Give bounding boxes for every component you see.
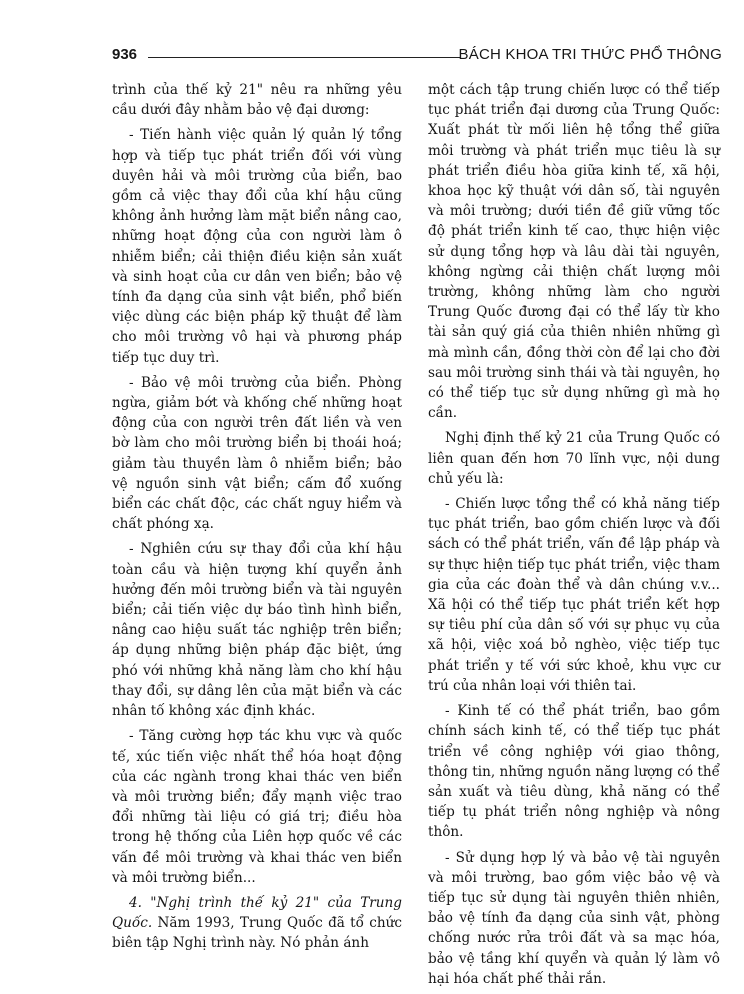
paragraph: Nghị định thế kỷ 21 của Trung Quốc có liên quan đến hơn 70 lĩnh vực, nội dung chủ yếu là: [428,430,720,487]
paragraph: trình của thế kỷ 21" nêu ra những yêu cầu dưới đây nhằm bảo vệ đại dương: [112,82,402,119]
paragraph: - Nghiên cứu sự thay đổi của khí hậu toàn cầu và hiện tượng khí quyển ảnh hưởng đến môi trường biển và tài nguyên biển; cải tiến việc dự báo tình hình biển, nâng cao hiệu suất tác nghiệp trên biển; áp dụng những biện pháp đặc biệt, ứng phó với những khả năng làm cho khí hậu thay đổi, sự dâng lên của mặt biển và các nhân tố không xác định khác. [112,541,402,720]
paragraph: - Bảo vệ môi trường của biển. Phòng ngừa, giảm bớt và khống chế những hoạt động của con người trên đất liền và ven bờ làm cho môi trường biển bị thoái hoá; giảm tàu thuyền làm ô nhiễm biển; bảo vệ nguồn sinh vật biển; cấm đổ xuống biển các chất độc, các chất nguy hiểm và chất phóng xạ. [112,374,402,533]
paragraph: - Sử dụng hợp lý và bảo vệ tài nguyên và môi trường, bao gồm việc bảo vệ và tiếp tục sử dụng tài nguyên thiên nhiên, bảo vệ tính đa dạng của sinh vật, phòng chống nước rửa trôi đất và sa mạc hóa, bảo vệ tầng khí quyển và quản lý làm vô hại hóa chất phế thải rắn. [428,849,720,987]
paragraph: - Kinh tế có thể phát triển, bao gồm chính sách kinh tế, có thể tiếp tục phát triển về công nghiệp với giao thông, thông tin, những nguồn năng lượng có thể sản xuất và tiêu dùng, khả năng có thể tiếp tụ phát triển nông nghiệp và nông thôn. [428,703,720,841]
section-paragraph [112,893,402,954]
page-number: 936 [112,46,138,63]
paragraph: - Tiến hành việc quản lý quản lý tổng hợp và tiếp tục phát triển đối với vùng duyên hải và môi trường của biển, bao gồm cả việc thay đổi của khí hậu cũng không ảnh hưởng làm mặt biển nâng cao, những hoạt động của con người làm ô nhiễm biển; cải thiện điều kiện sản xuất và sinh hoạt của cư dân ven biển; bảo vệ tính đa dạng của sinh vật biển, phổ biến việc dùng các biện pháp kỹ thuật để làm cho môi trường vô hại và phương pháp tiếp tục duy trì. [112,127,402,366]
paragraph: - Tăng cường hợp tác khu vực và quốc tế, xúc tiến việc nhất thể hóa hoạt động của các ngành trong khai thác ven biển và môi trường biển; đẩy mạnh việc trao đổi những tài liệu có giá trị; điều hòa trong hệ thống của Liên hợp quốc về các vấn đề môi trường và khai thác ven biển và môi trường biển... [112,728,402,886]
section-heading: 4. "Nghị trình thế kỷ 21" của Trung Quốc. [112,894,402,932]
header-rule [148,57,460,58]
page-header [112,44,722,68]
right-column [428,80,720,994]
paragraph: - Chiến lược tổng thể có khả năng tiếp tục phát triển, bao gồm chiến lược và đối sách có thể phát triển, vấn đề lập pháp và sự thực hiện tiếp tục phát triển, việc tham gia của các đoàn thể và dân chúng v.v... Xã hội có thể tiếp tục phát triển kết hợp sự tiêu phí của dân số với sự phục vụ của xã hội, việc xoá bỏ nghèo, việc tiếp tục phát triển y tế với sức khoẻ, khu vực cư trú của nhân loại với thiên tai. [428,496,720,694]
paragraph-text: Năm 1993, Trung Quốc đã tổ chức biên tập Nghị trình này. Nó phản ánh [112,915,402,952]
left-column [112,80,402,959]
paragraph: một cách tập trung chiến lược có thể tiếp tục phát triển đại dương của Trung Quốc: Xuất phát từ mối liên hệ tổng thể giữa môi trường và phát triển mục tiêu là sự phát triển điều hòa giữa kinh tế, xã hội, khoa học kỹ thuật với dân số, tài nguyên và môi trường; dưới tiền đề giữ vững tốc độ phát triển kinh tế cao, thực hiện việc sử dụng tổng hợp và lâu dài tài nguyên, không ngừng cải thiện chất lượng môi trường, không những làm cho người Trung Quốc đương đại có thể lấy từ kho tài sản quý giá của thiên nhiên những gì mà mình cần, đồng thời còn để lại cho đời sau môi trường sinh thái và tài nguyên, họ có thể tiếp tục sử dụng những gì mà họ cần. [428,82,720,422]
running-title: BÁCH KHOA TRI THỨC PHỔ THÔNG [458,46,722,63]
